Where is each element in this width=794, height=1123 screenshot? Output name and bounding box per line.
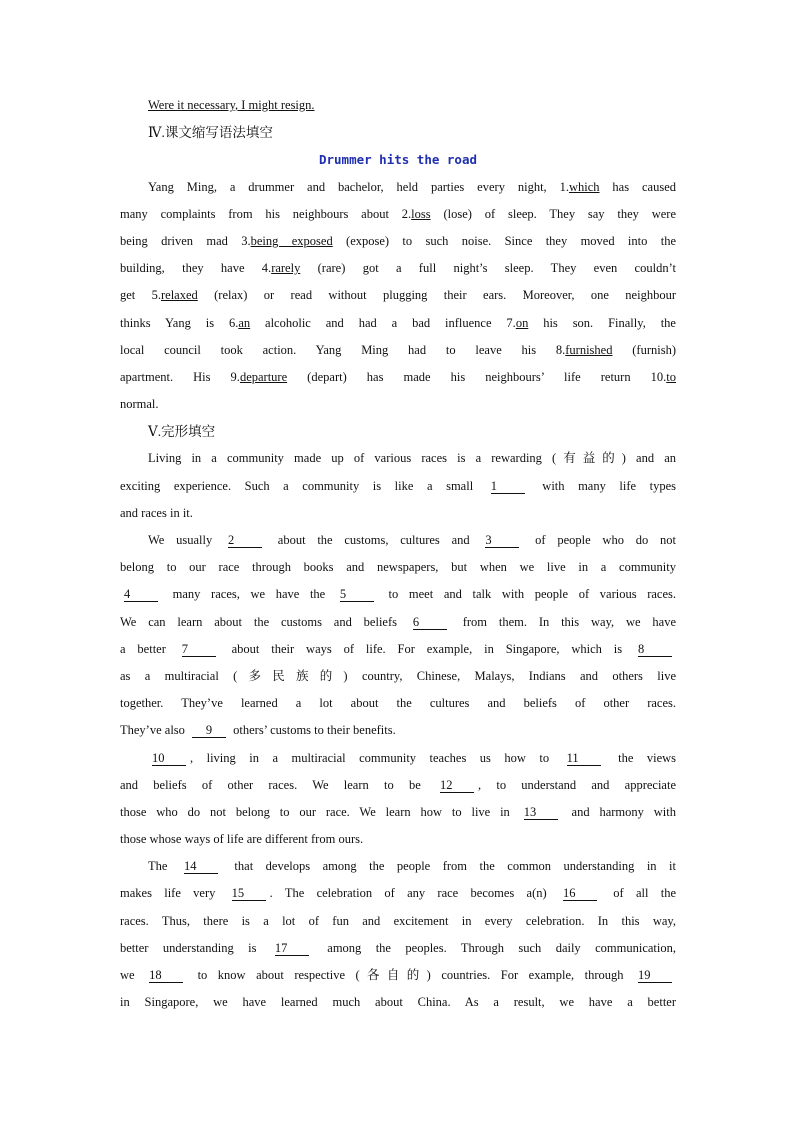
cloze-blank-17[interactable]: 17 xyxy=(275,941,309,956)
passage-text: apartment. His 9. xyxy=(120,369,240,384)
cloze-line xyxy=(120,853,676,880)
cloze-line xyxy=(120,636,676,663)
passage-line xyxy=(120,364,676,391)
passage-text: many complaints from his neighbours about 2. xyxy=(120,206,412,221)
answer-word: rarely xyxy=(271,261,301,276)
passage-text: (furnish) xyxy=(612,342,676,357)
answer-word: loss xyxy=(411,206,431,221)
cloze-blank-15[interactable]: 15 xyxy=(232,886,266,901)
passage-text: his son. Finally, the xyxy=(528,315,676,330)
passage-text: and harmony with xyxy=(561,804,676,819)
cloze-blank-11[interactable]: 11 xyxy=(567,751,601,766)
cloze-line xyxy=(120,445,676,472)
cloze-blank-3[interactable]: 3 xyxy=(485,533,519,548)
passage-text: exciting experience. Such a community is like a small xyxy=(120,478,487,493)
passage-text: about the customs, cultures and xyxy=(266,533,482,547)
passage-text: get 5. xyxy=(120,288,161,303)
cloze-line xyxy=(120,581,676,608)
passage-text: and beliefs of other races. We learn to be xyxy=(120,777,436,792)
passage-text: belong to our race through books and newspapers, but when we live in a community xyxy=(120,560,676,575)
passage-text: Living in a community made up of various races is a rewarding (有益的) and an xyxy=(148,451,676,466)
passage-text: many races, we have the xyxy=(162,587,336,602)
passage-text: others’ customs to their benefits. xyxy=(230,723,396,738)
passage-text: to know about respective (各自的) countries. For example, through xyxy=(187,968,634,982)
passage-text: , living in a multiracial community teaches us how to xyxy=(190,750,563,765)
cloze-blank-9[interactable]: 9 xyxy=(192,723,226,738)
answer-word: on xyxy=(515,315,529,330)
cloze-line xyxy=(120,717,676,744)
passage-text: races. Thus, there is a lot of fun and excitement in every celebration. In this way, xyxy=(120,913,676,928)
cloze-blank-16[interactable]: 16 xyxy=(563,886,597,901)
answer-word: departure xyxy=(239,369,288,384)
passage-title: Drummer hits the road xyxy=(318,152,478,168)
passage-text: We can learn about the customs and beliefs xyxy=(120,614,409,629)
cloze-line xyxy=(120,527,676,554)
passage-text: thinks Yang is 6. xyxy=(120,315,239,330)
passage-line xyxy=(120,201,676,228)
cloze-line xyxy=(120,690,676,717)
cloze-blank-13[interactable]: 13 xyxy=(524,805,558,820)
passage-text: (expose) to such noise. Since they moved into the xyxy=(332,233,676,248)
cloze-line xyxy=(120,908,676,935)
passage-line xyxy=(120,391,676,418)
passage-text: and races in it. xyxy=(120,505,193,520)
passage-text: a better xyxy=(120,641,178,656)
passage-text: about their ways of life. For example, in Singapore, which is xyxy=(219,641,634,656)
cloze-line xyxy=(120,935,676,962)
cloze-blank-19[interactable]: 19 xyxy=(638,968,672,983)
passage-text: from them. In this way, we have xyxy=(450,614,677,629)
cloze-line xyxy=(120,962,676,989)
cloze-line xyxy=(120,745,676,772)
answer-word: furnished xyxy=(565,342,613,357)
section-5-heading: Ⅴ.完形填空 xyxy=(148,424,216,440)
passage-text: with many life types xyxy=(528,478,676,493)
passage-text: better understanding is xyxy=(120,940,271,955)
passage-line xyxy=(120,228,676,255)
cloze-blank-4[interactable]: 4 xyxy=(124,587,158,602)
passage-line xyxy=(120,337,676,364)
passage-text: being driven mad 3. xyxy=(120,233,251,248)
passage-line xyxy=(120,310,676,337)
passage-text: (lose) of sleep. They say they were xyxy=(430,206,677,221)
passage-text: to meet and talk with people of various races. xyxy=(377,587,677,602)
cloze-blank-10[interactable]: 10 xyxy=(152,751,186,766)
answer-word: relaxed xyxy=(161,288,198,303)
cloze-line xyxy=(120,473,676,500)
passage-text: of people who do not xyxy=(523,533,676,547)
passage-text: (relax) or read without plugging their ears. Moreover, one neighbour xyxy=(197,288,676,303)
passage-text: The xyxy=(148,859,180,874)
cloze-line xyxy=(120,989,676,1016)
cloze-line xyxy=(120,799,676,826)
passage-text: among the peoples. Through such daily communication, xyxy=(312,940,676,955)
grammar-fill-passage xyxy=(120,174,676,419)
cloze-line xyxy=(120,663,676,690)
passage-text: together. They’ve learned a lot about the cultures and beliefs of other races. xyxy=(120,696,676,711)
passage-text: Yang Ming, a drummer and bachelor, held parties every night, 1. xyxy=(148,179,569,194)
answer-word: which xyxy=(568,179,600,194)
passage-text: we xyxy=(120,968,146,982)
cloze-blank-6[interactable]: 6 xyxy=(413,615,447,630)
passage-text: the views xyxy=(604,750,677,765)
cloze-blank-2[interactable]: 2 xyxy=(228,533,262,548)
passage-text: in Singapore, we have learned much about China. As a result, we have a better xyxy=(120,995,676,1010)
passage-text: building, they have 4. xyxy=(120,261,272,276)
cloze-blank-12[interactable]: 12 xyxy=(440,778,474,793)
cloze-line xyxy=(120,500,676,527)
passage-line xyxy=(120,282,676,309)
answer-word: to xyxy=(666,369,676,384)
passage-text: They’ve also xyxy=(120,723,189,738)
passage-text: We usually xyxy=(148,533,224,547)
passage-line xyxy=(120,255,676,282)
passage-text: . The celebration of any race becomes a(n) xyxy=(269,886,559,901)
passage-text: of all the xyxy=(600,886,676,901)
passage-text: as a multiracial (多民族的) country, Chinese, Malays, Indians and others live xyxy=(120,668,676,683)
passage-line xyxy=(120,174,676,201)
example-sentence: Were it necessary, I might resign. xyxy=(148,98,315,112)
passage-text: alcoholic and had a bad influence 7. xyxy=(250,315,516,330)
passage-text: those who do not belong to our race. We learn how to live in xyxy=(120,804,520,819)
cloze-blank-18[interactable]: 18 xyxy=(149,968,183,983)
cloze-line xyxy=(120,609,676,636)
passage-text: , to understand and appreciate xyxy=(477,777,677,792)
page-content xyxy=(120,92,676,1016)
passage-text: normal. xyxy=(120,397,159,412)
cloze-blank-7[interactable]: 7 xyxy=(182,642,216,657)
cloze-blank-1[interactable]: 1 xyxy=(491,479,525,494)
cloze-blank-14[interactable]: 14 xyxy=(184,859,218,874)
answer-word: an xyxy=(238,315,251,330)
cloze-blank-5[interactable]: 5 xyxy=(340,587,374,602)
cloze-blank-8[interactable]: 8 xyxy=(638,642,672,657)
passage-text: has caused xyxy=(599,179,676,194)
cloze-line xyxy=(120,880,676,907)
cloze-line xyxy=(120,772,676,799)
section-4-heading: Ⅳ.课文缩写语法填空 xyxy=(148,125,273,141)
passage-text: local council took action. Yang Ming had to leave his 8. xyxy=(120,342,566,357)
passage-text: (depart) has made his neighbours’ life return 10. xyxy=(287,369,667,384)
cloze-passage xyxy=(120,445,676,1016)
answer-word: being exposed xyxy=(250,233,333,248)
passage-text: (rare) got a full night’s sleep. They even couldn’t xyxy=(300,261,676,276)
passage-text: makes life very xyxy=(120,886,228,901)
cloze-line xyxy=(120,826,676,853)
passage-text: those whose ways of life are different from ours. xyxy=(120,832,364,847)
passage-text: that develops among the people from the common understanding in it xyxy=(221,859,676,874)
cloze-line xyxy=(120,554,676,581)
